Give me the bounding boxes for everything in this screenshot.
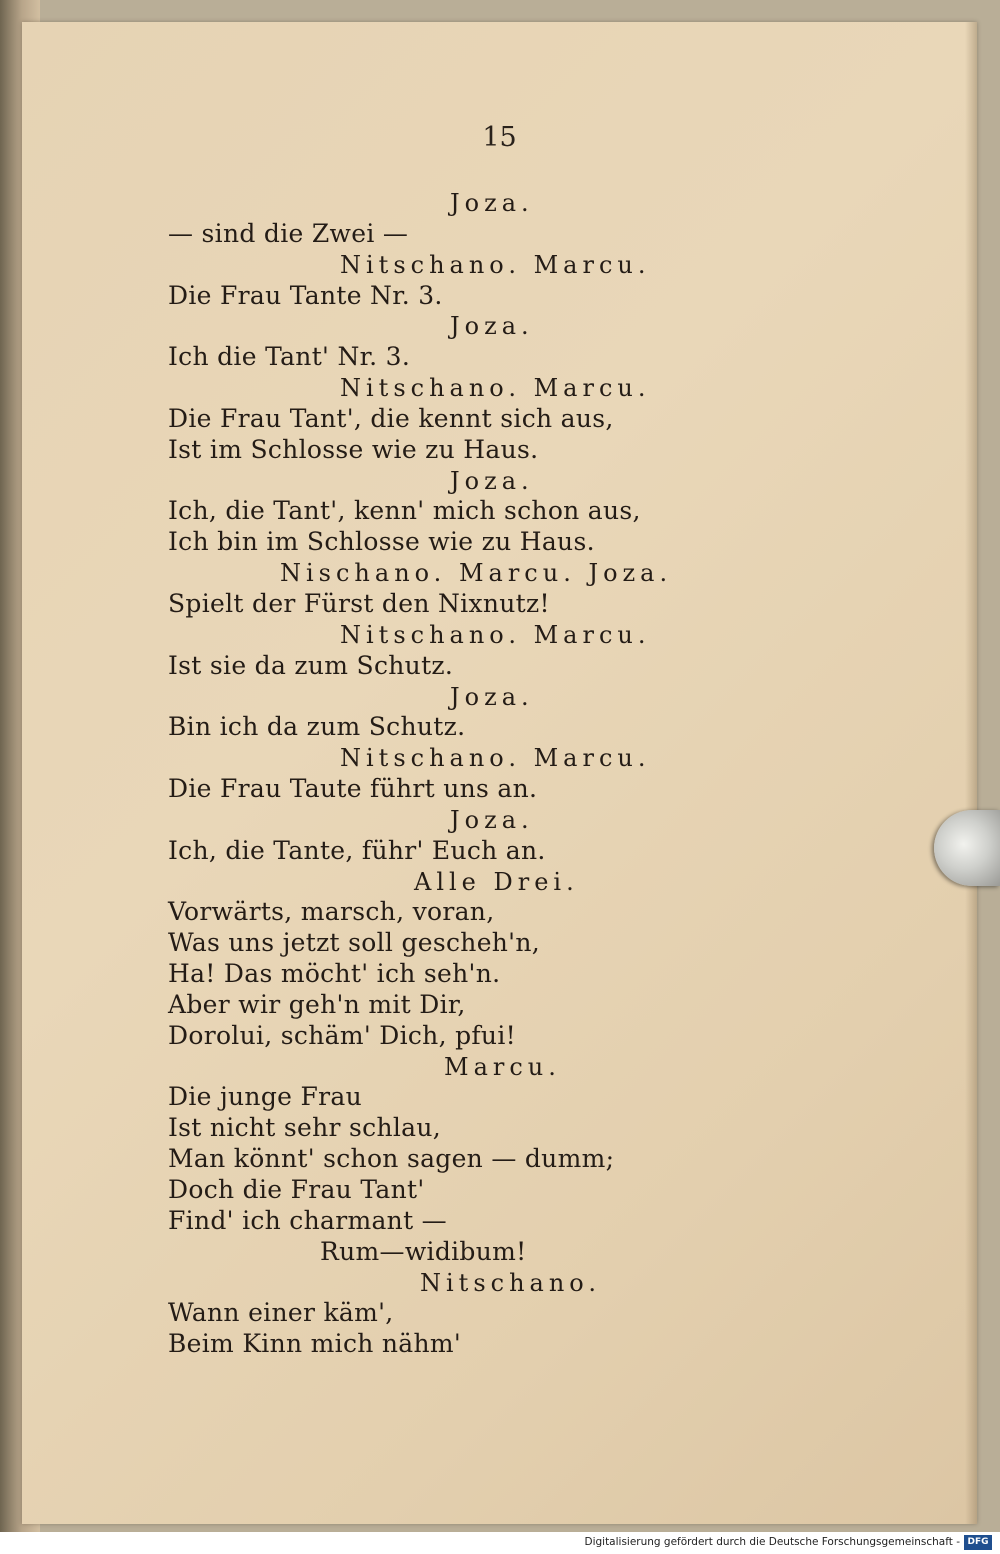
verse-line: Ist sie da zum Schutz. xyxy=(168,650,454,680)
verse-line: Die junge Frau xyxy=(168,1082,362,1112)
speaker-name: Nitschano. xyxy=(420,1268,601,1297)
speaker-name: Nitschano. Marcu. xyxy=(340,744,651,773)
footer-bar xyxy=(0,1532,1000,1554)
verse-line: Ist im Schlosse wie zu Haus. xyxy=(168,434,539,464)
verse-line: Bin ich da zum Schutz. xyxy=(168,712,466,742)
book-page xyxy=(22,22,977,1524)
page-right-edge xyxy=(965,22,977,1524)
verse-line: Ich, die Tant', kenn' mich schon aus, xyxy=(168,496,641,526)
speaker-name: Alle Drei. xyxy=(414,867,579,896)
page-number: 15 xyxy=(482,122,517,153)
verse-text-block xyxy=(144,188,704,1360)
verse-line: Dorolui, schäm' Dich, pfui! xyxy=(168,1020,516,1050)
verse-line: Die Frau Tant', die kennt sich aus, xyxy=(168,403,614,433)
verse-line: Vorwärts, marsch, voran, xyxy=(168,897,495,927)
verse-line: Find' ich charmant — xyxy=(168,1205,447,1235)
speaker-name: Nitschano. Marcu. xyxy=(340,620,651,649)
funding-notice: Digitalisierung gefördert durch die Deutsche Forschungsgemeinschaft - xyxy=(584,1536,960,1548)
verse-line: Die Frau Tante Nr. 3. xyxy=(168,280,443,310)
verse-line: Ich, die Tante, führ' Euch an. xyxy=(168,835,546,865)
verse-line: Man könnt' schon sagen — dumm; xyxy=(168,1144,615,1174)
speaker-name: Joza. xyxy=(450,189,534,217)
verse-line: Ist nicht sehr schlau, xyxy=(168,1113,441,1143)
verse-line: Doch die Frau Tant' xyxy=(168,1175,425,1204)
verse-line: Beim Kinn mich nähm' xyxy=(168,1329,462,1359)
speaker-name: Joza. xyxy=(450,805,534,834)
verse-line: Aber wir geh'n mit Dir, xyxy=(168,989,466,1019)
speaker-name: Nischano. Marcu. Joza. xyxy=(280,559,673,588)
verse-line: Die Frau Taute führt uns an. xyxy=(168,774,538,804)
verse-line: Was uns jetzt soll gescheh'n, xyxy=(168,928,541,958)
verse-line: Ich bin im Schlosse wie zu Haus. xyxy=(168,527,595,557)
verse-line: Ha! Das möcht' ich seh'n. xyxy=(168,959,501,989)
speaker-name: Nitschano. Marcu. xyxy=(340,250,651,279)
dfg-logo: DFG xyxy=(964,1535,992,1550)
speaker-name: Joza. xyxy=(450,466,534,495)
verse-line: Wann einer käm', xyxy=(168,1298,394,1328)
verse-line: — sind die Zwei — xyxy=(168,218,409,248)
speaker-name: Joza. xyxy=(450,682,534,711)
page-turn-handle[interactable] xyxy=(934,810,1000,886)
speaker-name: Marcu. xyxy=(444,1052,561,1081)
speaker-name: Nitschano. Marcu. xyxy=(340,374,651,403)
verse-line: Rum—widibum! xyxy=(320,1236,527,1266)
verse-line: Spielt der Fürst den Nixnutz! xyxy=(168,588,550,618)
verse-line: Ich die Tant' Nr. 3. xyxy=(168,342,411,372)
speaker-name: Joza. xyxy=(450,312,534,341)
